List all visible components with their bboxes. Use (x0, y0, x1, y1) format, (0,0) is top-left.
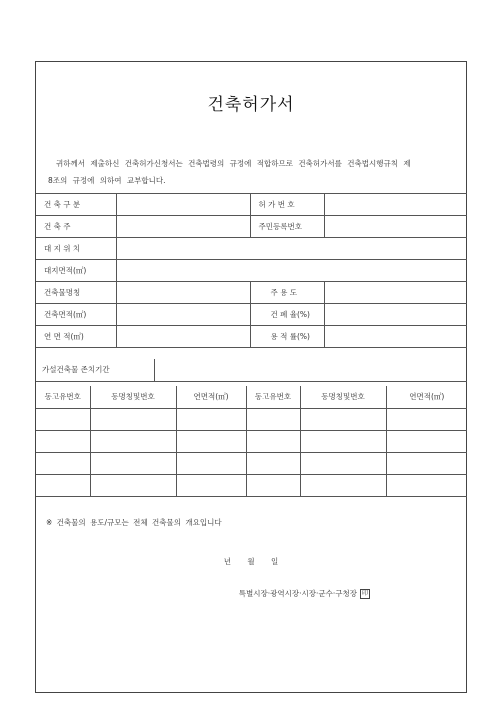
far-label: 용 적 률(%) (250, 326, 324, 348)
table-row (36, 260, 467, 282)
resident-no-value[interactable] (324, 216, 467, 238)
table-row (36, 326, 467, 348)
intro-line-2: 8조의 규정에 의하여 교부합니다. (48, 176, 166, 185)
far-value[interactable] (324, 326, 467, 348)
table-cell[interactable] (300, 452, 386, 474)
bldg-area-value[interactable] (116, 304, 250, 326)
temp-period-table (36, 359, 467, 382)
owner-value[interactable] (116, 216, 250, 238)
table-cell[interactable] (36, 452, 90, 474)
permit-info-table (36, 193, 467, 348)
table-cell[interactable] (176, 452, 246, 474)
seal-stamp: 印 (361, 590, 368, 597)
table-row (36, 430, 467, 452)
table-cell[interactable] (246, 474, 300, 496)
col-header: 동고유번호 (246, 386, 300, 408)
table-cell[interactable] (246, 430, 300, 452)
footnote: ※ 건축물의 용도/규모는 전체 건축물의 개요입니다 (46, 518, 222, 527)
table-cell[interactable] (90, 408, 176, 430)
table-cell[interactable] (300, 430, 386, 452)
coverage-value[interactable] (324, 304, 467, 326)
owner-label: 건 축 주 (36, 216, 116, 238)
col-header: 동명칭및번호 (300, 386, 386, 408)
table-cell[interactable] (386, 474, 467, 496)
permit-no-label: 허 가 번 호 (250, 194, 324, 216)
table-cell[interactable] (176, 474, 246, 496)
temp-period-label: 가설건축물 존치기간 (36, 359, 154, 381)
intro-line-1: 귀하께서 제출하신 건축허가신청서는 건축법령의 규정에 적합하므로 건축허가서를 건축법시행규칙 제 (56, 159, 411, 168)
bldg-name-label: 건축물명칭 (36, 282, 116, 304)
table-cell[interactable] (300, 474, 386, 496)
floor-area-value[interactable] (116, 326, 250, 348)
kind-label: 건 축 구 분 (36, 194, 116, 216)
bldg-area-label: 건축면적(㎡) (36, 304, 116, 326)
kind-value[interactable] (116, 194, 250, 216)
resident-no-label: 주민등록번호 (250, 216, 324, 238)
table-cell[interactable] (36, 474, 90, 496)
table-cell[interactable] (90, 474, 176, 496)
use-label: 주 용 도 (250, 282, 324, 304)
site-area-value[interactable] (116, 260, 467, 282)
bldg-name-value[interactable] (116, 282, 250, 304)
table-row (36, 238, 467, 260)
table-row (36, 194, 467, 216)
table-row (36, 359, 467, 381)
table-row (36, 304, 467, 326)
site-area-label: 대지면적(㎡) (36, 260, 116, 282)
table-cell[interactable] (386, 452, 467, 474)
table-cell[interactable] (90, 452, 176, 474)
page-title: 건축허가서 (207, 95, 295, 115)
col-header: 동고유번호 (36, 386, 90, 408)
use-value[interactable] (324, 282, 467, 304)
table-cell[interactable] (176, 430, 246, 452)
table-cell[interactable] (300, 408, 386, 430)
table-cell[interactable] (386, 408, 467, 430)
building-list-table (36, 386, 467, 497)
table-cell[interactable] (246, 408, 300, 430)
col-header: 연면적(㎡) (176, 386, 246, 408)
signer-title: 특별시장·광역시장·시장·군수·구청장 (238, 589, 357, 598)
table-header-row (36, 386, 467, 408)
coverage-label: 건 폐 율(%) (250, 304, 324, 326)
table-row (36, 408, 467, 430)
table-row (36, 474, 467, 496)
table-row (36, 282, 467, 304)
permit-form (35, 61, 467, 693)
col-header: 동명칭및번호 (90, 386, 176, 408)
table-cell[interactable] (36, 408, 90, 430)
table-row (36, 452, 467, 474)
floor-area-label: 연 면 적(㎡) (36, 326, 116, 348)
table-row (36, 216, 467, 238)
table-cell[interactable] (90, 430, 176, 452)
permit-no-value[interactable] (324, 194, 467, 216)
table-cell[interactable] (386, 430, 467, 452)
table-cell[interactable] (36, 430, 90, 452)
issue-date: 년 월 일 (223, 557, 279, 566)
temp-period-value[interactable] (154, 359, 467, 381)
site-value[interactable] (116, 238, 467, 260)
col-header: 연면적(㎡) (386, 386, 467, 408)
signer-block (239, 588, 370, 599)
table-cell[interactable] (176, 408, 246, 430)
table-cell[interactable] (246, 452, 300, 474)
intro-text (48, 155, 456, 189)
site-label: 대 지 위 치 (36, 238, 116, 260)
